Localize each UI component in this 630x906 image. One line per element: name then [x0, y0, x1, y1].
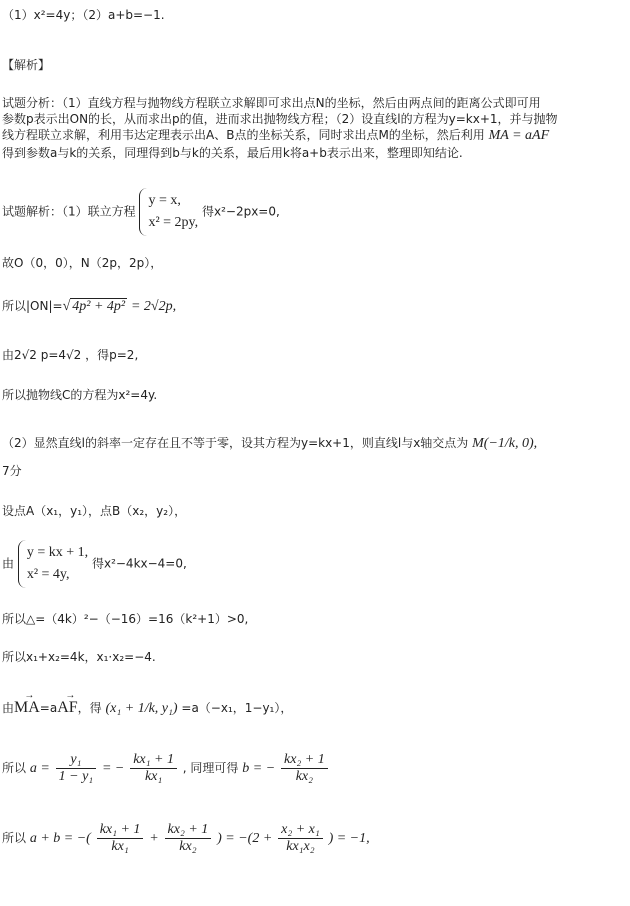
analysis-line-2: 参数p表示出ON的长，从而求出p的值，进而求出抛物线方程；（2）设直线l的方程为y=kx+1，并与抛物 [2, 112, 558, 126]
sum-frac-3-den: kx₁x₂ [286, 839, 315, 854]
from-2: 由 [2, 556, 15, 571]
analysis-line-3 [2, 128, 549, 143]
points-line: 故O（0，0），N（2p，2p）， [2, 256, 163, 270]
sum-plus: + [149, 831, 159, 846]
result-1: 得x²−2px=0, [201, 204, 280, 219]
part2-score: 7分 [2, 464, 22, 478]
on-sqrt: 4p² + 4p² [72, 299, 126, 314]
vector-ma: → MA [14, 700, 40, 715]
sum-frac-2-num: kx₂ + 1 [165, 822, 212, 839]
vieta-line: 所以x₁+x₂=4k，x₁·x₂=−4. [2, 650, 156, 664]
equation-system-1 [139, 188, 198, 236]
system-1-eq-b: x² = 2py, [148, 215, 199, 230]
sum-frac-3 [278, 822, 323, 855]
equation-system-2 [18, 540, 88, 588]
on-prefix: 所以|ON|= [2, 299, 63, 313]
result-2: 得x²−4kx−4=0, [91, 556, 187, 571]
part2-point-m: M(−1/k, 0), [472, 436, 538, 451]
vector-rhs: =a（−x₁，1−y₁）， [181, 701, 293, 715]
sum-frac-2-den: kx₂ [179, 839, 197, 854]
sum-end: ) = −1, [328, 831, 370, 846]
analysis-line-1: 试题分析：（1）直线方程与抛物线方程联立求解即可求出点N的坐标，然后由两点间的距离公式即可用 [2, 96, 541, 110]
analysis-line-3-text: 线方程联立求解，利用韦达定理表示出A、B点的坐标关系，同时求出点M的坐标，然后利用 [2, 128, 485, 142]
sum-lhs: a + b = −( [29, 831, 91, 846]
sum-frac-3-num: x₂ + x₁ [278, 822, 323, 839]
vector-line [2, 700, 292, 716]
on-line: 所以|ON|=√ 4p² + 4p² = 2√2p, [2, 299, 177, 314]
analysis-formula: MA = aAF [488, 128, 550, 143]
a-frac-1-num: y₁ [56, 752, 97, 769]
on-result: = 2√2p, [130, 299, 177, 314]
vector-eq: =a [39, 701, 58, 715]
a-eq-2: = − [101, 761, 125, 776]
vector-rest: ，得 [77, 701, 102, 715]
a-line [2, 752, 330, 785]
solution-intro: 试题解析：（1）联立方程 [2, 204, 136, 219]
system-2-eq-a: y = kx + 1, [26, 545, 89, 560]
section-title: 【解析】 [2, 58, 51, 72]
system-2-eq-b: x² = 4y, [26, 567, 70, 582]
system-2-line [2, 540, 187, 588]
a-frac-2-den: kx₁ [144, 769, 163, 784]
a-frac-2 [130, 752, 177, 785]
system-1-eq-a: y = x, [148, 193, 181, 208]
a-frac-2-num: kx₁ + 1 [130, 752, 177, 769]
from-line: 由2√2 p=4√2 ，得p=2, [2, 348, 139, 362]
b-frac [281, 752, 328, 785]
sum-mid: ) = −(2 + [217, 831, 273, 846]
answer-line: （1）x²=4y；（2）a+b=−1. [2, 8, 165, 22]
sum-frac-1-den: kx₁ [111, 839, 129, 854]
sum-frac-1-num: kx₁ + 1 [97, 822, 144, 839]
setpoints-line: 设点A（x₁，y₁），点B（x₂，y₂）， [2, 504, 187, 518]
analysis-line-4: 得到参数a与k的关系，同理得到b与k的关系，最后用k将a+b表示出来，整理即知结论. [2, 146, 463, 160]
sum-frac-1 [97, 822, 144, 855]
part2-line [2, 436, 537, 451]
conclusion-1: 所以抛物线C的方程为x²=4y. [2, 388, 158, 402]
solution-intro-line [2, 188, 280, 236]
b-frac-den: kx₂ [295, 769, 314, 784]
sum-frac-2 [165, 822, 212, 855]
a-prefix: 所以 [2, 761, 27, 775]
a-mid: , 同理可得 [182, 761, 239, 775]
a-eq: a = [29, 761, 50, 776]
sum-prefix: 所以 [2, 831, 27, 845]
vector-tuple: (x₁ + 1/k, y₁) [105, 701, 178, 716]
vector-af: → AF [57, 700, 77, 715]
a-frac-1 [56, 752, 97, 785]
b-eq: b = − [242, 761, 276, 776]
a-frac-1-den: 1 − y₁ [58, 769, 94, 784]
b-frac-num: kx₂ + 1 [281, 752, 328, 769]
delta-line: 所以△=（4k）²−（−16）=16（k²+1）>0, [2, 612, 249, 626]
part2-text: （2）显然直线l的斜率一定存在且不等于零，设其方程为y=kx+1，则直线l与x轴交点为 [2, 436, 469, 450]
sum-line [2, 822, 370, 855]
vector-prefix: 由 [2, 701, 15, 715]
